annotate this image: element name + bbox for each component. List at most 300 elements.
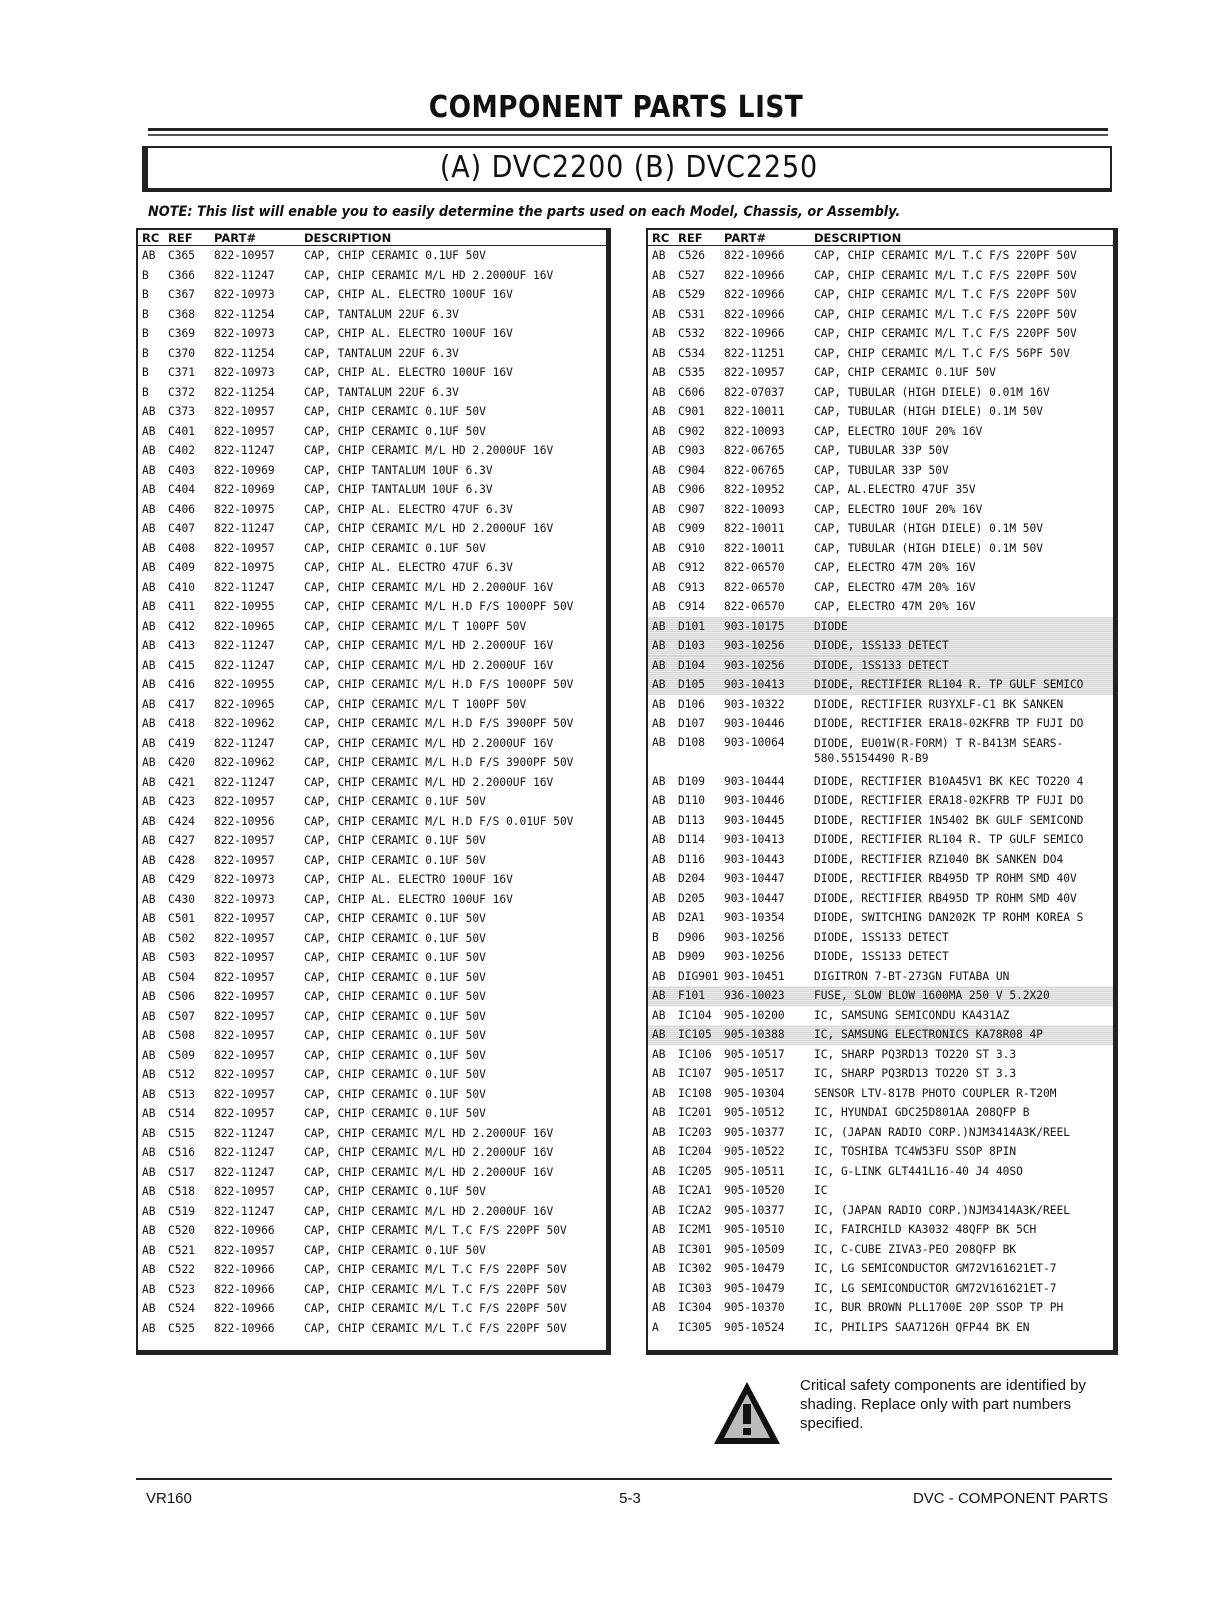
cell-ref: IC203 — [678, 1125, 712, 1139]
cell-rc: AB — [142, 1204, 156, 1218]
cell-ref: IC105 — [674, 1025, 720, 1045]
cell-description: CAP, CHIP CERAMIC M/L HD 2.2000UF 16V — [304, 658, 554, 672]
cell-rc: AB — [652, 852, 666, 866]
cell-description: CAP, TUBULAR 33P 50V — [814, 444, 949, 458]
column-header-rc: RC — [648, 230, 674, 246]
usage-note: NOTE: This list will enable you to easily determine the parts used on each Model, Chassis, or Assembly. — [148, 204, 901, 220]
cell-ref: D107 — [678, 717, 705, 731]
table-row — [648, 266, 1113, 286]
cell-ref: IC106 — [678, 1047, 712, 1061]
table-row — [138, 987, 606, 1007]
cell-description: CAP, TUBULAR (HIGH DIELE) 0.1M 50V — [814, 522, 1044, 536]
cell-description: CAP, CHIP CERAMIC M/L T.C F/S 220PF 50V — [814, 327, 1077, 341]
cell-description: CAP, CHIP CERAMIC 0.1UF 50V — [304, 249, 486, 263]
cell-description: DIODE — [810, 617, 1113, 637]
cell-rc: AB — [652, 522, 666, 536]
cell-ref: C406 — [168, 502, 195, 516]
table-row — [138, 500, 606, 520]
column-header-description: DESCRIPTION — [810, 230, 1113, 246]
table-row — [138, 519, 606, 539]
cell-ref: C914 — [678, 600, 705, 614]
table-row — [648, 480, 1113, 500]
cell-description: DIODE, SWITCHING DAN202K TP ROHM KOREA S — [814, 911, 1084, 925]
cell-description: CAP, CHIP CERAMIC M/L T.C F/S 220PF 50V — [304, 1282, 567, 1296]
column-header-ref: REF — [674, 230, 720, 246]
cell-description: CAP, CHIP CERAMIC 0.1UF 50V — [304, 912, 486, 926]
cell-part: 822-10957 — [214, 912, 275, 926]
table-row — [648, 1123, 1113, 1143]
footer-rule — [136, 1478, 1112, 1480]
cell-rc: AB — [652, 502, 666, 516]
table-row — [648, 734, 1113, 772]
table-row — [648, 383, 1113, 403]
cell-rc: AB — [652, 1164, 666, 1178]
cell-part: 903-10256 — [724, 950, 785, 964]
cell-ref: C410 — [168, 580, 195, 594]
cell-ref: IC2A2 — [678, 1203, 712, 1217]
cell-part: 822-10955 — [214, 678, 275, 692]
safety-notice: Critical safety components are identified by shading. Replace only with part numbers specified. — [800, 1377, 1086, 1432]
cell-description: DIODE, 1SS133 DETECT — [810, 636, 1113, 656]
cell-ref: C535 — [678, 366, 705, 380]
cell-part: 822-11251 — [724, 346, 785, 360]
cell-part: 822-10962 — [214, 756, 275, 770]
table-row — [138, 363, 606, 383]
cell-part: 822-10957 — [214, 1048, 275, 1062]
cell-ref: C416 — [168, 678, 195, 692]
table-row — [648, 1103, 1113, 1123]
cell-part: 822-10965 — [214, 697, 275, 711]
cell-part: 905-10520 — [724, 1184, 785, 1198]
cell-part: 822-10957 — [214, 405, 275, 419]
cell-part: 822-10975 — [214, 561, 275, 575]
cell-ref: C370 — [168, 346, 195, 360]
table-row — [648, 519, 1113, 539]
table-row — [648, 305, 1113, 325]
table-row — [648, 928, 1113, 948]
cell-ref: C901 — [678, 405, 705, 419]
cell-rc: AB — [142, 600, 156, 614]
cell-part: 905-10479 — [724, 1281, 785, 1295]
cell-rc: AB — [648, 617, 674, 637]
cell-ref: C526 — [678, 249, 705, 263]
cell-part: 903-10413 — [724, 833, 785, 847]
cell-rc: AB — [652, 327, 666, 341]
cell-description: DIODE, RECTIFIER RB495D TP ROHM SMD 40V — [814, 891, 1077, 905]
parts-table-right-body — [648, 246, 1113, 1338]
table-row — [138, 851, 606, 871]
cell-ref: C430 — [168, 892, 195, 906]
cell-ref: C401 — [168, 424, 195, 438]
cell-description: CAP, CHIP CERAMIC M/L T 100PF 50V — [304, 697, 527, 711]
cell-description: CAP, ELECTRO 47M 20% 16V — [814, 580, 976, 594]
cell-description: IC — [814, 1184, 828, 1198]
cell-part: 822-11247 — [214, 580, 275, 594]
table-row — [138, 402, 606, 422]
cell-part: 822-06765 — [724, 463, 785, 477]
table-row — [648, 1045, 1113, 1065]
cell-part: 822-10966 — [214, 1224, 275, 1238]
cell-part: 822-10966 — [724, 288, 785, 302]
cell-part: 822-11247 — [214, 1126, 275, 1140]
cell-rc: AB — [142, 405, 156, 419]
cell-description: CAP, TUBULAR (HIGH DIELE) 0.1M 50V — [814, 405, 1044, 419]
cell-ref: C906 — [678, 483, 705, 497]
cell-description: CAP, CHIP CERAMIC M/L HD 2.2000UF 16V — [304, 580, 554, 594]
table-row — [138, 1299, 606, 1319]
cell-part: 822-10957 — [214, 1185, 275, 1199]
table-row — [648, 1240, 1113, 1260]
cell-rc: AB — [652, 600, 666, 614]
table-row — [648, 1259, 1113, 1279]
cell-rc: AB — [652, 463, 666, 477]
cell-rc: AB — [142, 561, 156, 575]
cell-part: 822-11247 — [214, 1165, 275, 1179]
cell-ref: C532 — [678, 327, 705, 341]
cell-rc: AB — [652, 911, 666, 925]
cell-description: IC, (JAPAN RADIO CORP.)NJM3414A3K/REEL — [814, 1203, 1070, 1217]
cell-description: DIODE, RECTIFIER RZ1040 BK SANKEN DO4 — [814, 852, 1064, 866]
cell-description: CAP, CHIP CERAMIC M/L H.D F/S 0.01UF 50V — [304, 814, 574, 828]
table-row — [648, 1025, 1113, 1045]
cell-part: 822-10952 — [724, 483, 785, 497]
table-row — [138, 929, 606, 949]
cell-rc: AB — [652, 483, 666, 497]
cell-part: 822-06570 — [724, 580, 785, 594]
cell-ref: C524 — [168, 1302, 195, 1316]
cell-description: CAP, CHIP AL. ELECTRO 100UF 16V — [304, 366, 513, 380]
cell-rc: AB — [142, 1009, 156, 1023]
cell-ref: C408 — [168, 541, 195, 555]
cell-part: 903-10354 — [724, 911, 785, 925]
cell-part: 822-10957 — [214, 249, 275, 263]
cell-ref: C504 — [168, 970, 195, 984]
table-row — [138, 753, 606, 773]
cell-ref: C411 — [168, 600, 195, 614]
cell-part: 903-10413 — [720, 675, 810, 695]
cell-part: 822-10969 — [214, 463, 275, 477]
table-row — [138, 734, 606, 754]
model-list: (A) DVC2200 (B) DVC2250 — [439, 150, 819, 185]
cell-description: CAP, CHIP CERAMIC M/L T.C F/S 220PF 50V — [304, 1224, 567, 1238]
cell-rc: AB — [652, 774, 666, 788]
table-row — [138, 383, 606, 403]
cell-rc: AB — [142, 1107, 156, 1121]
model-banner — [142, 146, 1112, 192]
cell-ref: D906 — [678, 930, 705, 944]
cell-description: FUSE, SLOW BLOW 1600MA 250 V 5.2X20 — [810, 986, 1113, 1006]
cell-description: CAP, CHIP CERAMIC M/L T.C F/S 220PF 50V — [814, 288, 1077, 302]
table-row — [648, 285, 1113, 305]
cell-ref: C903 — [678, 444, 705, 458]
cell-description: CAP, CHIP CERAMIC 0.1UF 50V — [304, 1243, 486, 1257]
table-row — [138, 597, 606, 617]
cell-ref: C506 — [168, 990, 195, 1004]
cell-part: 822-10011 — [724, 405, 785, 419]
cell-ref: C413 — [168, 639, 195, 653]
cell-ref: C913 — [678, 580, 705, 594]
cell-part: 905-10377 — [724, 1203, 785, 1217]
cell-ref: C428 — [168, 853, 195, 867]
table-row — [138, 1221, 606, 1241]
table-row — [648, 246, 1113, 266]
cell-part: 903-10446 — [724, 717, 785, 731]
cell-part: 822-10011 — [724, 522, 785, 536]
table-row — [648, 772, 1113, 792]
cell-description: CAP, CHIP CERAMIC 0.1UF 50V — [304, 795, 486, 809]
column-header-ref: REF — [164, 230, 210, 246]
cell-part: 905-10511 — [724, 1164, 785, 1178]
cell-ref: D103 — [674, 636, 720, 656]
cell-part: 822-10973 — [214, 366, 275, 380]
cell-ref: C606 — [678, 385, 705, 399]
cell-description: CAP, CHIP CERAMIC M/L HD 2.2000UF 16V — [304, 268, 554, 282]
cell-ref: C523 — [168, 1282, 195, 1296]
cell-rc: AB — [652, 249, 666, 263]
cell-rc: AB — [142, 951, 156, 965]
cell-part: 903-10447 — [724, 891, 785, 905]
cell-part: 822-10973 — [214, 288, 275, 302]
cell-description: DIODE, RECTIFIER B10A45V1 BK KEC TO220 4 — [814, 774, 1084, 788]
cell-rc: AB — [142, 1126, 156, 1140]
table-row — [648, 500, 1113, 520]
cell-ref: C402 — [168, 444, 195, 458]
cell-ref: C531 — [678, 307, 705, 321]
cell-ref: C509 — [168, 1048, 195, 1062]
cell-description: CAP, CHIP CERAMIC M/L HD 2.2000UF 16V — [304, 736, 554, 750]
cell-ref: C502 — [168, 931, 195, 945]
cell-part: 822-10957 — [214, 1068, 275, 1082]
table-row — [648, 558, 1113, 578]
table-row — [138, 324, 606, 344]
cell-description: IC, C-CUBE ZIVA3-PEO 208QFP BK — [814, 1242, 1017, 1256]
cell-rc: AB — [652, 1067, 666, 1081]
cell-rc: AB — [142, 1068, 156, 1082]
cell-ref: C521 — [168, 1243, 195, 1257]
table-row — [648, 441, 1113, 461]
cell-part: 822-10966 — [214, 1282, 275, 1296]
table-row — [138, 480, 606, 500]
cell-rc: AB — [652, 717, 666, 731]
cell-part: 822-10957 — [214, 834, 275, 848]
table-row — [138, 558, 606, 578]
cell-rc: A — [652, 1320, 659, 1334]
cell-rc: AB — [142, 912, 156, 926]
cell-ref: D116 — [678, 852, 705, 866]
cell-rc: AB — [652, 1223, 666, 1237]
table-row — [138, 656, 606, 676]
cell-description: CAP, CHIP AL. ELECTRO 100UF 16V — [304, 892, 513, 906]
table-row — [138, 968, 606, 988]
cell-part: 822-10957 — [214, 990, 275, 1004]
cell-rc: AB — [652, 794, 666, 808]
cell-rc: AB — [652, 1262, 666, 1276]
cell-rc: AB — [652, 735, 666, 749]
table-row — [138, 1280, 606, 1300]
cell-rc: AB — [652, 1242, 666, 1256]
cell-ref: D2A1 — [678, 911, 705, 925]
table-row — [648, 947, 1113, 967]
cell-ref: D101 — [674, 617, 720, 637]
cell-description: DIODE, 1SS133 DETECT — [810, 656, 1113, 676]
cell-part: 822-11247 — [214, 1146, 275, 1160]
table-row — [648, 1084, 1113, 1104]
table-row — [648, 617, 1113, 637]
cell-rc: AB — [142, 756, 156, 770]
cell-rc: AB — [652, 1086, 666, 1100]
cell-rc: AB — [648, 675, 674, 695]
table-row — [138, 617, 606, 637]
cell-ref: C515 — [168, 1126, 195, 1140]
cell-rc: AB — [652, 1125, 666, 1139]
cell-rc: AB — [652, 444, 666, 458]
cell-ref: D110 — [678, 794, 705, 808]
cell-rc: AB — [142, 717, 156, 731]
table-row — [138, 870, 606, 890]
cell-part: 903-10256 — [720, 636, 810, 656]
cell-rc: AB — [652, 541, 666, 555]
cell-part: 822-10093 — [724, 424, 785, 438]
cell-part: 822-10965 — [214, 619, 275, 633]
cell-part: 903-10322 — [724, 697, 785, 711]
table-row — [648, 363, 1113, 383]
cell-rc: AB — [142, 463, 156, 477]
table-row — [648, 1006, 1113, 1026]
cell-rc: AB — [142, 658, 156, 672]
footer-model: VR160 — [146, 1490, 192, 1507]
cell-ref: C412 — [168, 619, 195, 633]
cell-description: DIODE, RECTIFIER RB495D TP ROHM SMD 40V — [814, 872, 1077, 886]
cell-ref: C910 — [678, 541, 705, 555]
table-row — [138, 1026, 606, 1046]
cell-part: 822-10093 — [724, 502, 785, 516]
cell-description: IC, SHARP PQ3RD13 TO220 ST 3.3 — [814, 1067, 1017, 1081]
cell-description: CAP, CHIP AL. ELECTRO 47UF 6.3V — [304, 561, 513, 575]
cell-ref: IC301 — [678, 1242, 712, 1256]
cell-description: IC, (JAPAN RADIO CORP.)NJM3414A3K/REEL — [814, 1125, 1070, 1139]
cell-ref: C519 — [168, 1204, 195, 1218]
cell-part: 905-10304 — [724, 1086, 785, 1100]
cell-description: CAP, CHIP CERAMIC 0.1UF 50V — [304, 951, 486, 965]
cell-rc: AB — [142, 1165, 156, 1179]
table-row — [138, 714, 606, 734]
table-row — [648, 344, 1113, 364]
cell-description: DIODE, EU01W(R-FORM) T R-B413M SEARS-580.55154490 R-B9 — [814, 736, 1064, 765]
cell-description: CAP, CHIP AL. ELECTRO 100UF 16V — [304, 873, 513, 887]
cell-description: CAP, CHIP CERAMIC M/L T.C F/S 220PF 50V — [814, 307, 1077, 321]
cell-description: IC, SAMSUNG ELECTRONICS KA78R08 4P — [810, 1025, 1113, 1045]
cell-rc: AB — [652, 1106, 666, 1120]
table-row — [138, 909, 606, 929]
cell-description: IC, PHILIPS SAA7126H QFP44 BK EN — [814, 1320, 1030, 1334]
table-row — [648, 830, 1113, 850]
table-row — [648, 714, 1113, 734]
cell-part: 822-10011 — [724, 541, 785, 555]
table-row — [648, 656, 1113, 676]
cell-rc: AB — [142, 483, 156, 497]
cell-description: CAP, CHIP AL. ELECTRO 100UF 16V — [304, 327, 513, 341]
table-row — [138, 773, 606, 793]
cell-description: IC, LG SEMICONDUCTOR GM72V161621ET-7 — [814, 1262, 1057, 1276]
cell-part: 903-10451 — [724, 969, 785, 983]
cell-description: CAP, CHIP CERAMIC 0.1UF 50V — [304, 405, 486, 419]
cell-part: 822-10955 — [214, 600, 275, 614]
cell-part: 905-10517 — [724, 1067, 785, 1081]
cell-part: 905-10377 — [724, 1125, 785, 1139]
cell-description: CAP, CHIP CERAMIC 0.1UF 50V — [304, 834, 486, 848]
table-row — [648, 889, 1113, 909]
table-row — [138, 1124, 606, 1144]
cell-rc: AB — [142, 522, 156, 536]
table-row — [648, 1064, 1113, 1084]
cell-rc: AB — [142, 970, 156, 984]
cell-description: IC, BUR BROWN PLL1700E 20P SSOP TP PH — [814, 1301, 1064, 1315]
cell-ref: C525 — [168, 1321, 195, 1335]
cell-rc: B — [142, 288, 149, 302]
cell-description: DIODE, RECTIFIER RU3YXLF-C1 BK SANKEN — [814, 697, 1064, 711]
cell-rc: AB — [142, 502, 156, 516]
cell-rc: AB — [652, 424, 666, 438]
cell-rc: AB — [142, 1087, 156, 1101]
cell-rc: AB — [652, 580, 666, 594]
cell-part: 822-10957 — [214, 853, 275, 867]
cell-rc: AB — [652, 872, 666, 886]
table-row — [138, 1046, 606, 1066]
table-row — [138, 578, 606, 598]
cell-description: CAP, CHIP CERAMIC M/L HD 2.2000UF 16V — [304, 775, 554, 789]
table-row — [648, 1181, 1113, 1201]
table-row — [138, 948, 606, 968]
cell-description: CAP, TANTALUM 22UF 6.3V — [304, 385, 459, 399]
cell-description: CAP, CHIP CERAMIC 0.1UF 50V — [304, 970, 486, 984]
cell-description: DIODE, RECTIFIER ERA18-02KFRB TP FUJI DO — [814, 794, 1084, 808]
cell-part: 822-10957 — [214, 424, 275, 438]
cell-part: 905-10522 — [724, 1145, 785, 1159]
cell-ref: IC302 — [678, 1262, 712, 1276]
cell-ref: D109 — [678, 774, 705, 788]
cell-description: CAP, CHIP AL. ELECTRO 47UF 6.3V — [304, 502, 513, 516]
cell-ref: D204 — [678, 872, 705, 886]
cell-rc: AB — [652, 385, 666, 399]
cell-part: 822-11254 — [214, 307, 275, 321]
cell-rc: AB — [142, 892, 156, 906]
table-row — [648, 967, 1113, 987]
cell-part: 822-10973 — [214, 892, 275, 906]
cell-ref: IC107 — [678, 1067, 712, 1081]
table-row — [648, 1162, 1113, 1182]
cell-part: 822-06765 — [724, 444, 785, 458]
cell-ref: C417 — [168, 697, 195, 711]
cell-ref: C419 — [168, 736, 195, 750]
cell-rc: AB — [652, 346, 666, 360]
cell-part: 822-10957 — [214, 541, 275, 555]
cell-ref: IC305 — [678, 1320, 712, 1334]
cell-description: CAP, CHIP CERAMIC M/L HD 2.2000UF 16V — [304, 444, 554, 458]
cell-description: CAP, ELECTRO 47M 20% 16V — [814, 561, 976, 575]
parts-table-right — [646, 228, 1118, 1355]
cell-part: 905-10200 — [724, 1008, 785, 1022]
cell-description: CAP, TUBULAR (HIGH DIELE) 0.01M 16V — [814, 385, 1050, 399]
table-row — [138, 305, 606, 325]
cell-part: 905-10517 — [724, 1047, 785, 1061]
cell-ref: IC2M1 — [678, 1223, 712, 1237]
cell-description: CAP, ELECTRO 10UF 20% 16V — [814, 424, 983, 438]
page-number: 5-3 — [619, 1490, 641, 1507]
cell-part: 905-10479 — [724, 1262, 785, 1276]
cell-part: 822-10957 — [214, 1087, 275, 1101]
table-row — [648, 1201, 1113, 1221]
cell-part: 903-10175 — [720, 617, 810, 637]
